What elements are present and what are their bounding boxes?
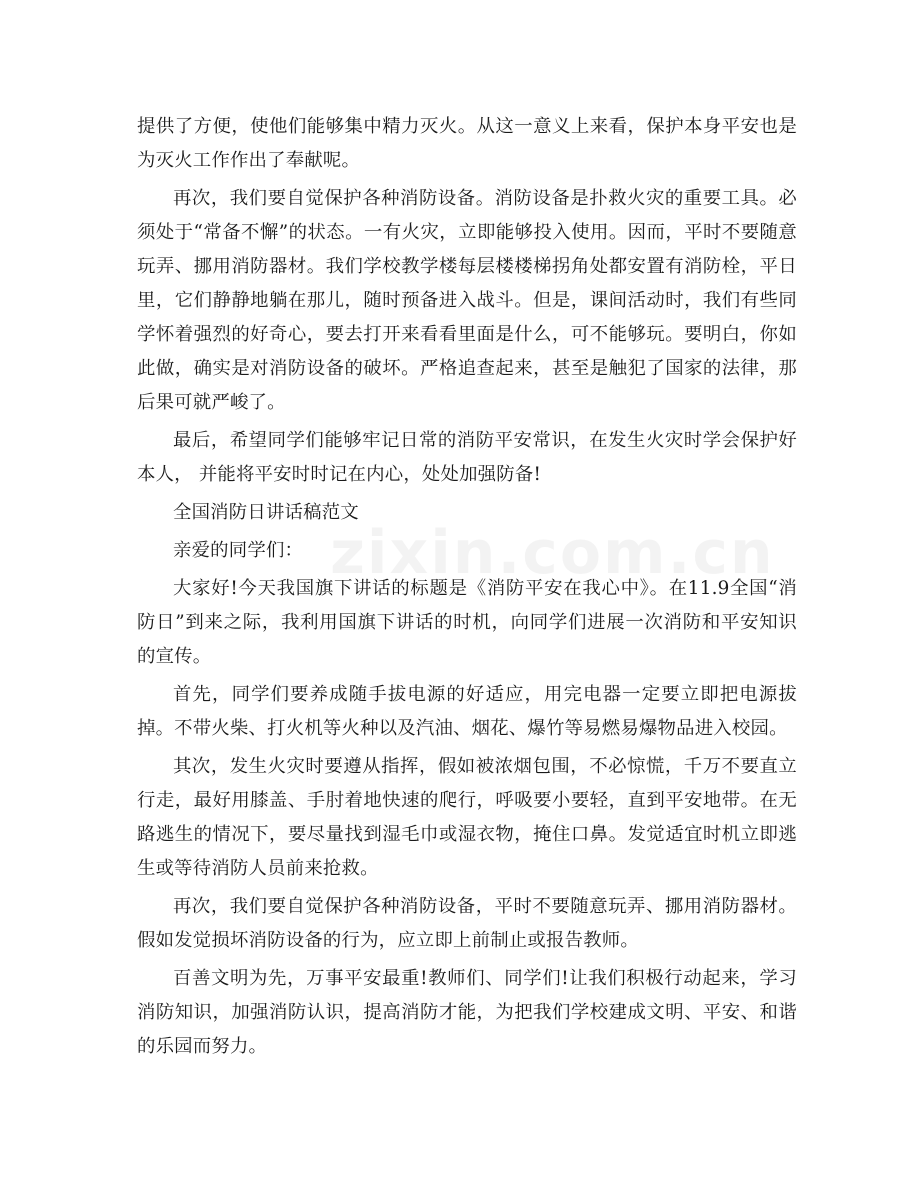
paragraph: 再次，我们要自觉保护各种消防设备。消防设备是扑救火灾的重要工具。必须处于“常备不懈”的状态。一有火灾，立即能够投入使用。因而，平时不要随意玩弄、挪用消防器材。我们学校教学楼每层楼楼梯拐角处都安置有消防栓，平日里，它们静静地躺在那儿，随时预备进入战斗。但是，课间活动时，我们有些同学怀着强烈的好奇心，要去打开来看看里面是什么，可不能够玩。要明白，你如此做，确实是对消防设备的破坏。严格追查起来，甚至是触犯了国家的法律，那后果可就严峻了。: [137, 188, 797, 413]
paragraph: 最后，希望同学们能够牢记日常的消防平安常识，在发生火灾时学会保护好本人， 并能将平安时时记在内心，处处加强防备!: [137, 430, 797, 485]
paragraph: 其次，发生火灾时要遵从指挥，假如被浓烟包围，不必惊慌，千万不要直立行走，最好用膝盖、手肘着地快速的爬行，呼吸要小要轻，直到平安地带。在无路逃生的情况下，要尽量找到湿毛巾或湿衣物，掩住口鼻。发觉适宜时机立即逃生或等待消防人员前来抢救。: [137, 756, 797, 879]
paragraph: 大家好!今天我国旗下讲话的标题是《消防平安在我心中》。在11.9全国“消防日”到来之际，我利用国旗下讲话的时机，向同学们进展一次消防和平安知识的宣传。: [137, 578, 797, 667]
paragraph: 百善文明为先，万事平安最重!教师们、同学们!让我们积极行动起来，学习消防知识，加强消防认识，提高消防才能，为把我们学校建成文明、平安、和谐的乐园而努力。: [137, 968, 797, 1057]
salutation: 亲爱的同学们：: [173, 540, 304, 561]
section-title: 全国消防日讲话稿范文: [173, 502, 359, 523]
paragraph: 提供了方便，使他们能够集中精力灭火。从这一意义上来看，保护本身平安也是为灭火工作作出了奉献呢。: [137, 116, 797, 171]
paragraph: 首先，同学们要养成随手拔电源的好适应，用完电器一定要立即把电源拔掉。不带火柴、打火机等火种以及汽油、烟花、爆竹等易燃易爆物品进入校园。: [137, 684, 797, 739]
paragraph: 再次，我们要自觉保护各种消防设备，平时不要随意玩弄、挪用消防器材。假如发觉损坏消防设备的行为，应立即上前制止或报告教师。: [137, 896, 797, 951]
document-body: [137, 110, 797, 1068]
